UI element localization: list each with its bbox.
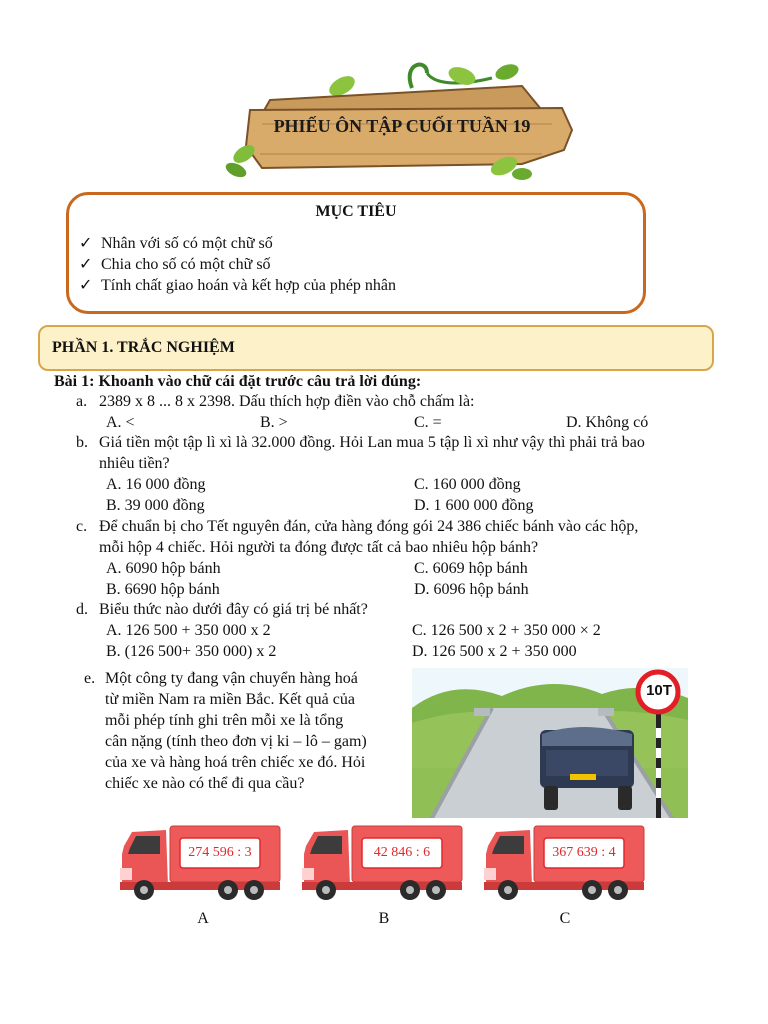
question-e-line: mỗi phép tính ghi trên mỗi xe là tổng	[105, 712, 344, 729]
exercise-title: Bài 1: Khoanh vào chữ cái đặt trước câu trả lời đúng:	[54, 373, 422, 390]
goals-title: MỤC TIÊU	[315, 203, 397, 220]
truck-icon	[482, 824, 647, 904]
option-a-A[interactable]: A. <	[106, 414, 135, 431]
option-d-A[interactable]: A. 126 500 + 350 000 x 2	[106, 622, 271, 639]
truck-expression: 367 639 : 4	[552, 845, 616, 860]
truck-icon	[118, 824, 283, 904]
option-a-C[interactable]: C. =	[414, 414, 442, 431]
option-c-B[interactable]: B. 6690 hộp bánh	[106, 581, 220, 598]
checkmark-icon: ✓	[79, 277, 93, 294]
option-b-B[interactable]: B. 39 000 đồng	[106, 497, 205, 514]
option-c-D[interactable]: D. 6096 hộp bánh	[414, 581, 529, 598]
question-e-line: Một công ty đang vận chuyển hàng hoá	[105, 670, 358, 687]
truck-icon	[300, 824, 465, 904]
question-marker: c.	[76, 518, 88, 535]
page-title: PHIẾU ÔN TẬP CUỐI TUẦN 19	[273, 116, 531, 136]
option-d-B[interactable]: B. (126 500+ 350 000) x 2	[106, 643, 277, 660]
bridge-illustration	[412, 668, 688, 818]
question-c-line1: Để chuẩn bị cho Tết nguyên đán, cửa hàng đóng gói 24 386 chiếc bánh vào các hộp,	[99, 518, 639, 535]
question-marker: d.	[76, 601, 88, 618]
goal-item-label: Tính chất giao hoán và kết hợp của phép nhân	[101, 277, 397, 294]
checkmark-icon: ✓	[79, 235, 93, 252]
truck-label-C[interactable]: C	[559, 910, 571, 927]
question-d-text: Biểu thức nào dưới đây có giá trị bé nhất?	[99, 601, 368, 618]
option-c-A[interactable]: A. 6090 hộp bánh	[106, 560, 221, 577]
option-b-A[interactable]: A. 16 000 đồng	[106, 476, 206, 493]
question-e-line: của xe và hàng hoá trên chiếc xe đó. Hỏi	[105, 754, 366, 771]
truck-label-B[interactable]: B	[378, 910, 390, 927]
option-b-C[interactable]: C. 160 000 đồng	[414, 476, 521, 493]
question-e-line: từ miền Nam ra miền Bắc. Kết quả của	[105, 691, 355, 708]
option-d-D[interactable]: D. 126 500 x 2 + 350 000	[412, 643, 577, 660]
weight-limit-sign: 10T	[646, 682, 672, 699]
question-b-line2: nhiêu tiền?	[99, 455, 170, 472]
question-a-text: 2389 x 8 ... 8 x 2398. Dấu thích hợp điền vào chỗ chấm là:	[99, 393, 475, 410]
option-a-B[interactable]: B. >	[260, 414, 288, 431]
goal-item-label: Chia cho số có một chữ số	[101, 256, 271, 273]
truck-label-A[interactable]: A	[197, 910, 209, 927]
question-c-line2: mỗi hộp 4 chiếc. Hỏi người ta đóng được tất cả bao nhiêu hộp bánh?	[99, 539, 539, 556]
goals-list	[79, 233, 396, 296]
option-d-C[interactable]: C. 126 500 x 2 + 350 000 × 2	[412, 622, 601, 639]
checkmark-icon: ✓	[79, 256, 93, 273]
goal-item	[79, 233, 396, 254]
title-banner	[222, 58, 582, 188]
option-a-D[interactable]: D. Không có	[566, 414, 649, 431]
question-marker: e.	[84, 670, 96, 687]
question-e-line: cân nặng (tính theo đơn vị ki – lô – gam)	[105, 733, 367, 750]
option-b-D[interactable]: D. 1 600 000 đồng	[414, 497, 534, 514]
part1-header	[38, 325, 714, 371]
truck-B[interactable]	[300, 824, 465, 904]
option-c-C[interactable]: C. 6069 hộp bánh	[414, 560, 528, 577]
question-b-line1: Giá tiền một tập lì xì là 32.000 đồng. Hỏi Lan mua 5 tập lì xì như vậy thì phải trả bao	[99, 434, 645, 451]
part1-title: PHẦN 1. TRẮC NGHIỆM	[52, 339, 235, 356]
question-e-line: chiếc xe nào có thể đi qua cầu?	[105, 775, 305, 792]
goal-item	[79, 254, 396, 275]
goals-box	[66, 192, 646, 314]
truck-expression: 274 596 : 3	[188, 845, 252, 860]
question-marker: a.	[76, 393, 88, 410]
truck-A[interactable]	[118, 824, 283, 904]
truck-C[interactable]	[482, 824, 647, 904]
truck-expression: 42 846 : 6	[373, 845, 431, 860]
question-marker: b.	[76, 434, 88, 451]
goal-item-label: Nhân với số có một chữ số	[101, 235, 273, 252]
goal-item	[79, 275, 396, 296]
